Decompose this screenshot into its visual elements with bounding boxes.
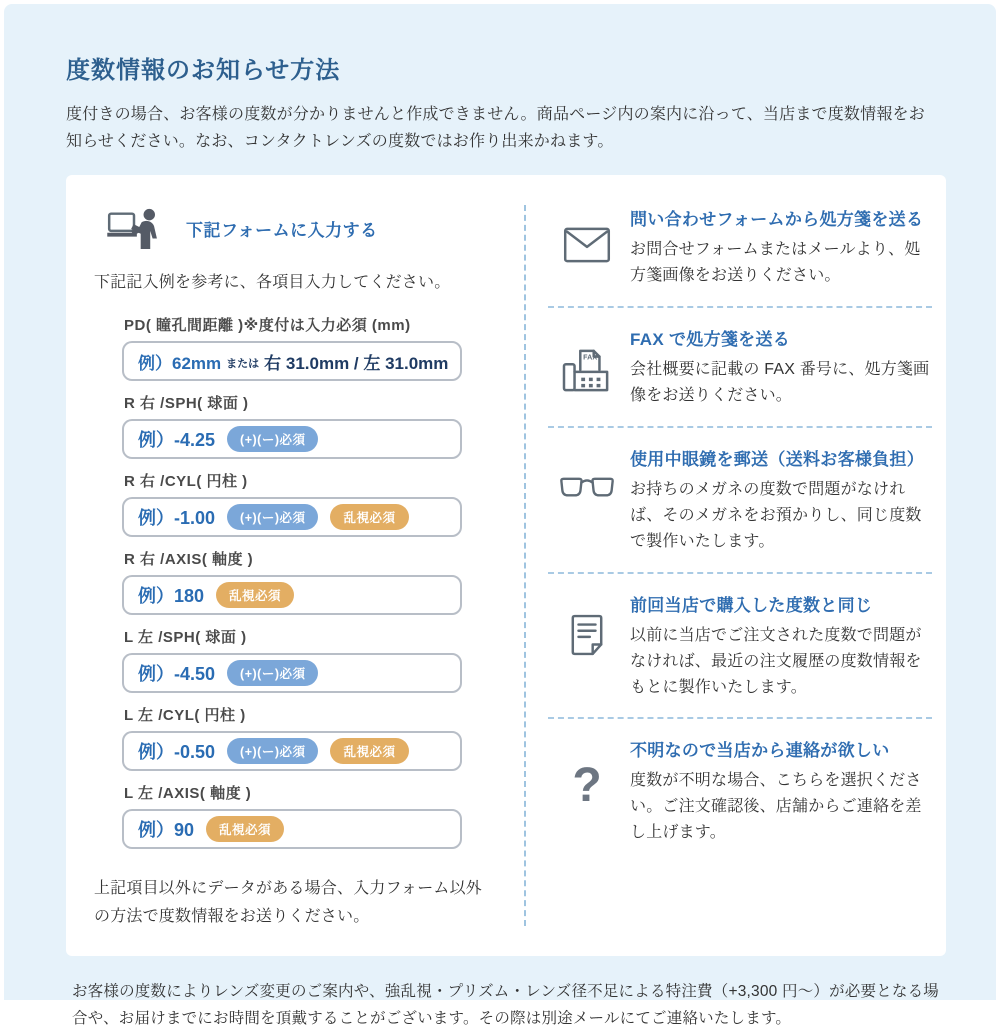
pd-example-box: [122, 341, 462, 381]
form-extra-note: 上記項目以外にデータがある場合、入力フォーム以外の方法で度数情報をお送りください。: [94, 875, 486, 929]
plus-minus-required-badge: (+)(ー)必須: [227, 504, 318, 530]
plus-minus-required-badge: (+)(ー)必須: [227, 660, 318, 686]
method-title: FAX で処方箋を送る: [630, 325, 932, 350]
astigmatism-required-badge: 乱視必須: [330, 738, 408, 764]
person-at-screen-icon: [106, 207, 162, 249]
method-text: 会社概要に記載の FAX 番号に、処方箋画像をお送りください。: [630, 357, 932, 409]
prescription-info-section: [4, 4, 996, 1000]
l-axis-example-value: 例）90: [138, 816, 194, 842]
page-title: 度数情報のお知らせ方法: [66, 50, 940, 85]
method-divider: [548, 306, 932, 308]
r-sph-example-value: 例）-4.25: [138, 426, 215, 452]
method-title: 前回当店で購入した度数と同じ: [630, 591, 932, 616]
document-icon: [544, 591, 630, 701]
pd-example-value: 例）62mm: [138, 349, 221, 374]
form-section-header: [106, 207, 504, 249]
method-mail-glasses: [544, 445, 932, 555]
form-example-area: [122, 314, 504, 849]
astigmatism-required-badge: 乱視必須: [330, 504, 408, 530]
l-cyl-example-value: 例）-0.50: [138, 738, 215, 764]
svg-text:FAX: FAX: [583, 354, 597, 362]
method-unknown-contact: [544, 736, 932, 846]
r-cyl-example-box: [122, 497, 462, 537]
r-cyl-field-label: R 右 /CYL( 円柱 ): [124, 470, 504, 491]
r-axis-field-label: R 右 /AXIS( 軸度 ): [124, 548, 504, 569]
pd-detail-value: 右 31.0mm / 左 31.0mm: [264, 349, 448, 374]
l-sph-field-label: L 左 /SPH( 球面 ): [124, 626, 504, 647]
method-title: 問い合わせフォームから処方箋を送る: [630, 205, 932, 230]
other-methods-column: [526, 201, 946, 929]
method-text: お持ちのメガネの度数で問題がなければ、そのメガネをお預かりし、同じ度数で製作いたします。: [630, 477, 932, 555]
r-sph-field-label: R 右 /SPH( 球面 ): [124, 392, 504, 413]
methods-card: [66, 175, 946, 955]
l-cyl-example-box: [122, 731, 462, 771]
pd-field-label: PD( 瞳孔間距離 )※度付は入力必須 (mm): [124, 314, 504, 335]
plus-minus-required-badge: (+)(ー)必須: [227, 738, 318, 764]
method-title: 使用中眼鏡を郵送（送料お客様負担）: [630, 445, 932, 470]
method-text: 度数が不明な場合、こちらを選択ください。ご注文確認後、店舗からご連絡を差し上げます。: [630, 768, 932, 846]
method-contact-form: [544, 205, 932, 289]
form-example-column: [94, 201, 524, 929]
method-text: 以前に当店でご注文された度数で問題がなければ、最近の注文履歴の度数情報をもとに製作いたします。: [630, 623, 932, 701]
fax-icon: [544, 325, 630, 409]
r-cyl-example-value: 例）-1.00: [138, 504, 215, 530]
glasses-icon: [544, 445, 630, 555]
r-axis-example-value: 例）180: [138, 582, 204, 608]
question-icon: ?: [544, 736, 630, 846]
footer-note: お客様の度数によりレンズ変更のご案内や、強乱視・プリズム・レンズ径不足による特注費（+3,300 円～）が必要となる場合や、お届けまでにお時間を頂戴することがございます。その際は別途メールにてご連絡いたします。: [72, 978, 940, 1032]
l-axis-example-box: [122, 809, 462, 849]
l-sph-example-box: [122, 653, 462, 693]
l-cyl-field-label: L 左 /CYL( 円柱 ): [124, 704, 504, 725]
l-sph-example-value: 例）-4.50: [138, 660, 215, 686]
envelope-icon: [544, 205, 630, 289]
form-lead-text: 下記記入例を参考に、各項目入力してください。: [94, 269, 504, 292]
astigmatism-required-badge: 乱視必須: [206, 816, 284, 842]
form-section-title: 下記フォームに入力する: [186, 216, 378, 241]
r-sph-example-box: [122, 419, 462, 459]
method-title: 不明なので当店から連絡が欲しい: [630, 736, 932, 761]
method-fax: [544, 325, 932, 409]
method-divider: [548, 572, 932, 574]
method-previous-order: [544, 591, 932, 701]
pd-or-text: または: [226, 355, 259, 371]
l-axis-field-label: L 左 /AXIS( 軸度 ): [124, 782, 504, 803]
method-text: お問合せフォームまたはメールより、処方箋画像をお送りください。: [630, 237, 932, 289]
astigmatism-required-badge: 乱視必須: [216, 582, 294, 608]
method-divider: [548, 717, 932, 719]
r-axis-example-box: [122, 575, 462, 615]
method-divider: [548, 426, 932, 428]
intro-text: 度付きの場合、お客様の度数が分かりませんと作成できません。商品ページ内の案内に沿って、当店まで度数情報をお知らせください。なお、コンタクトレンズの度数ではお作り出来かねます。: [66, 101, 940, 155]
plus-minus-required-badge: (+)(ー)必須: [227, 426, 318, 452]
